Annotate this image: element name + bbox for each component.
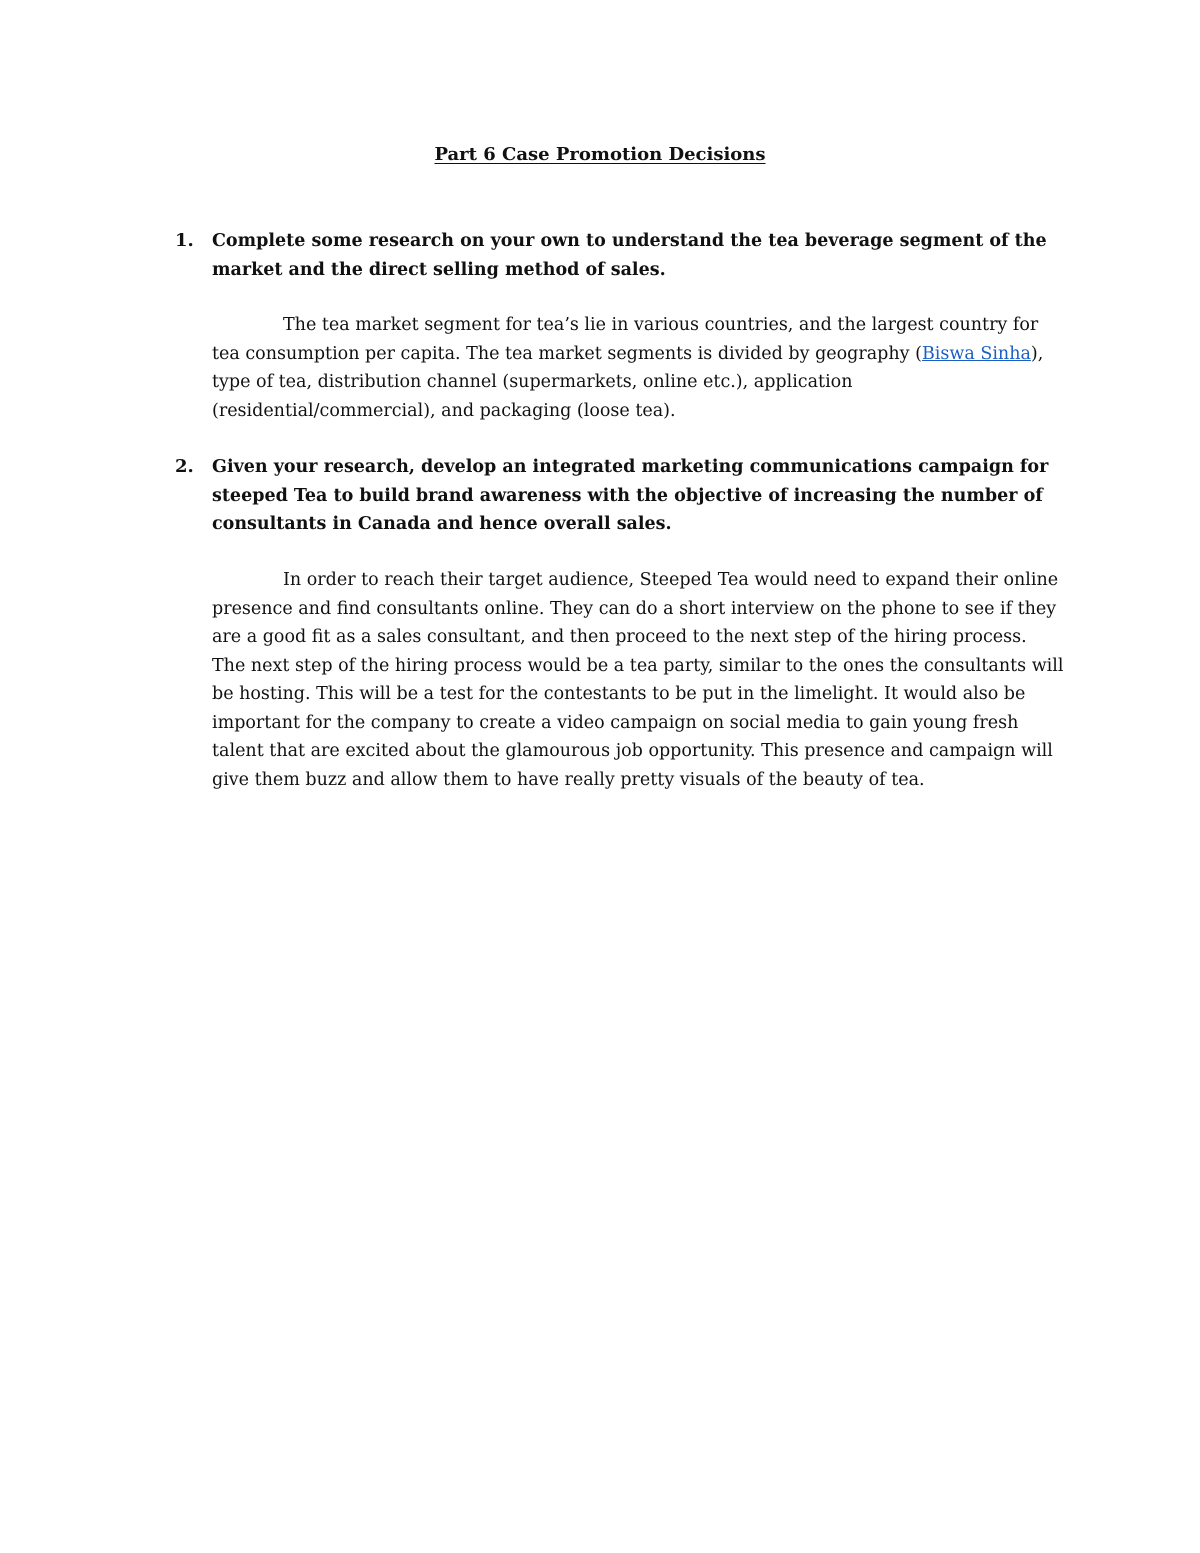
page-title: Part 6 Case Promotion Decisions [434,144,766,165]
answer-text: The tea market segment for tea’s lie in various countries, and the largest country for tea consumption per capita. The tea market segments is divided by geography ( [212,315,1039,364]
question-number: 1. [175,230,194,251]
answer-2: In order to reach their target audience, Steeped Tea would need to expand their online presence and find consultants online. They can do a short interview on the phone to see if they are a good fit as a sales consultant, and then proceed to the next step of the hiring process. The next step of the hiring process would be a tea party, similar to the ones the consultants will be hosting. This will be a test for the contestants to be put in the limelight. It would also be important for the company to create a video campaign on social media to gain young fresh talent that are excited about the glamourous job opportunity. This presence and campaign will give them buzz and allow them to have really pretty visuals of the beauty of tea. [212,570,1064,790]
citation-link[interactable]: Biswa Sinha [921,343,1031,364]
question-text: Given your research, develop an integrated marketing communications campaign for steeped Tea to build brand awareness with the objective of increasing the number of consultants in Canada and hence overall sales. [212,457,1049,534]
question-number: 2. [175,456,194,477]
question-text: Complete some research on your own to understand the tea beverage segment of the market and the direct selling method of sales. [212,231,1047,280]
answer-1 [212,311,1065,425]
answer-text: ), type of tea, distribution channel (supermarkets, online etc.), application (residential/commercial), and packaging (loose tea). [212,343,1044,421]
